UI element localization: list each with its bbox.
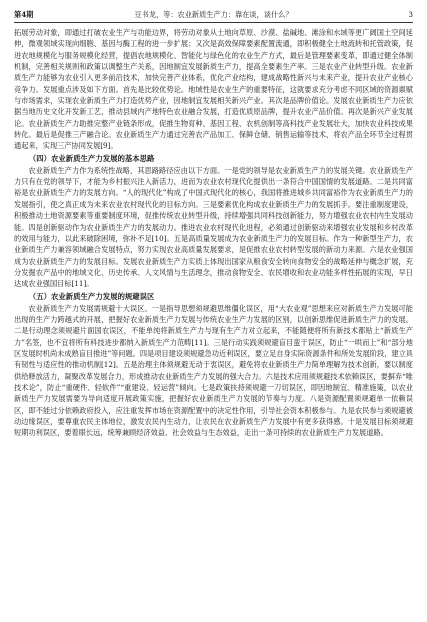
page-number: 3 [408,10,413,19]
section-heading-4: （四）农业新质生产力发展的基本思路 [28,153,155,163]
paragraph-pitfalls: 农业新质生产力发展需规避十大误区。一是指导思想须规避思维僵化误区，用“大农业观”思想来应对新质生产力发展可能出现的生产力跨越式的开展，把握好农业新质生产力发展与传统农业生产力发展的区别，以创新思维促进新质生产力的发展。二是行动理念须规避片面国农误区，不能单纯将新质生产力与现有生产力对立起来，不能随便将所有新技术都贴上“新质生产力”名签，也不宜将所有科技进步都纳入新质生产力范畴[11]。三是行动实践须规避盲目蛮干误区，防止“一哄而上”和“部分地区发展时机尚未成熟盲目推进”等问题。四是项目建设须规避急功近利误区，要立足自身实际资源条件和所处发展阶段，建立具有韧性与适应性的推动机制[12]。五是治理主体须规避无动于衷误区，避免将农业新质生产力简单理解为技术创新，要以制度供给释放活力，凝聚改革发展合力，形成推动农业新质生产力发展的强大合力。六是技术应用须规避技术依赖误区，要摒弃“唯技术论”，防止“重硬件、轻软件”“重建设、轻运营”倾向。七是政策扶持须规避一刀切误区，即因地制宜、精准施策，以农业新质生产力发展需要为导向适度开展政策实施，把握好农业新质生产力发展的节奏与力度。八是资源配置须规避单一依赖误区，即不能过分依赖政府投入，应注重发挥市场在资源配置中的决定性作用，引导社会资本积极参与。九是农民参与须规避被动边缘误区，要尊重农民主体地位，激发农民内生动力，让农民在农业新质生产力发展中有更多获得感。十是发展目标须规避短期功利误区，要着眼长远，统筹兼顾经济效益、社会效益与生态效益，走出一条可持续的农业新质生产力发展道路。 [14,303,413,438]
paragraph-basic-approach: 农业新质生产力作为系统性战略，其思路路径应由以下方面。一是党的领导是农业新质生产力的发展关键。农业新质生产力只有在党的领导下，才能为乡村振兴注入新活力，进而为农业农村现代化提供出一条符合中国国情的发展道路。二是共同富裕是农业新质生产力的发展方向。“人的现代化”构成了中国式现代化的核心，我国将推进城乡共同富裕作为农业新质生产力的发展指引，使之真正成为未来农业农村现代化的目标方向。三是要素优化构成农业新质生产力的发展抓手。要注重制度建设，积极推动土地资源要素等重要制度环境，促推传统农业转型升级，持续增强共同科技创新能力，努力增强农业农村内生发展动能。四是创新驱动作为农业新质生产力的发展动力。推进农业农村现代化进程，必须通过创新驱动来增强农业发展和乡村改革的效用与能力，以此来破除困境，弥补不足[10]。五是高质量发展成为农业新质生产力的发展目标。作为一种新型生产力，农业新质生产力兼容领域融合发展特点，努力实现农业高质量发展要求，是促推农业农村转型发展的新动力来源。六是农业强国成为农业新质生产力的发展目标。发展农业新质生产力实质上体现出国家从粮食安全转向食物安全的战略延伸与概念扩展，充分发掘农产品中的地域文化、历史传承、人文风情与生活理念，推动食物安全、农民增收和农业功能多样性拓展的实现，早日达成农业强国目标[11]。 [14,165,413,289]
running-title: 豆书龙，等：农业新质生产力：靠在谈，谈什么？ [134,10,293,19]
issue-label: 第4期 [14,10,34,19]
section-heading-5: （五）农业新质生产力发展的规避误区 [28,291,155,301]
page-header [14,8,413,23]
paragraph-intro: 拓展劳动对象，即通过打破农业生产与功能边界，将劳动对象从土地向草原、沙漠、盐碱地、滩涂和水域等更广阔国土空间延伸，微观领域实现向细胞、基因与酶工程的进一步扩展；又次是高效保障要素配置流通，即积极健全土地流转和托管政策，促进农地规模化与服务规模化经营，提倡农地规模化、智能化与绿色化的农业生产方式，最后是管理要素变革，即通过健全体制机制，完善相关规则和政策以调整生产关系，因地制宜发展新质生产力，提高全要素生产率。三是农业产业转型升级。农业新质生产力能够为农业引入更多前沿技术，加快完善产业体系，优化产业结构，建成战略性新兴与未来产业，提升农业产业核心竞争力。发展重点涉及如下方面。首先是比较优势论。地域性是农业生产的重要特征，这就要求充分考虑不同区域的资源禀赋与市场需求，实现农业新质生产力打造优势产业，因地制宜发展相关新兴产业。其次是品牌价值论。发展农业新质生产力应依据当地历史文化开发新工艺，推动县域内产地特色农业融合发展，打造优质原品牌，提升农业产品价值。再次是新兴产业发展论。农业新质生产力助推完整产业链条形成，促推生物育种、基因工程、农机创制等高科技产业发展壮大，加快农业科技成果转化。最后是促推三产融合论。农业新质生产力通过完善农产品加工、保鲜仓储、销售运输等技术，将农产品全环节全过程贯通起来，实现三产协同发展[9]。 [14,28,413,151]
article-body [14,27,413,439]
